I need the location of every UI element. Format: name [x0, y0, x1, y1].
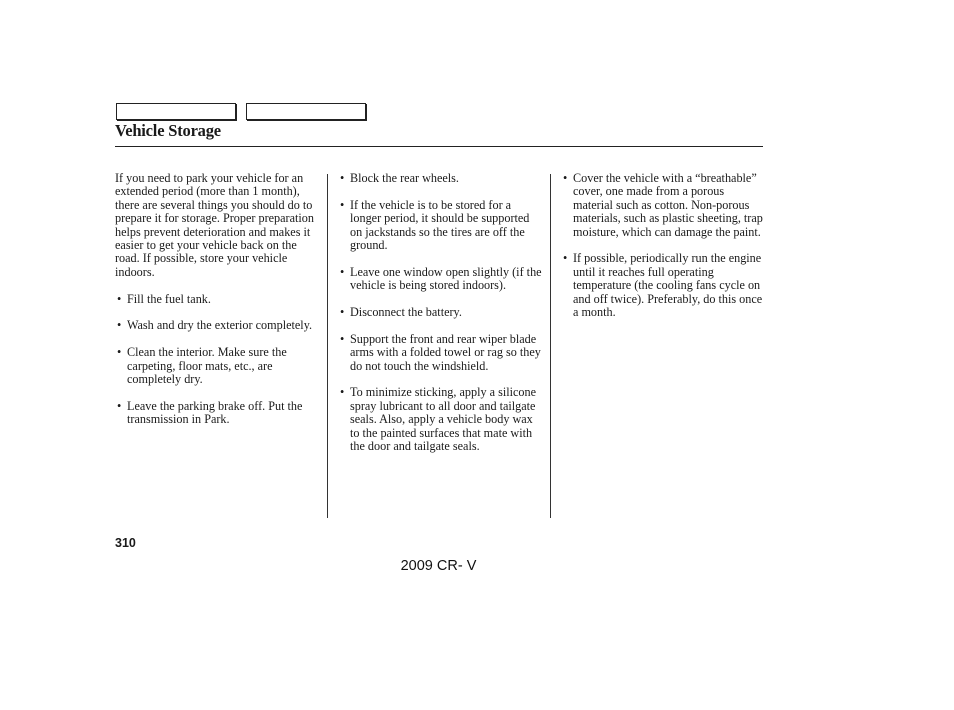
- nav-tab-box-1[interactable]: [116, 103, 236, 120]
- bullet-icon: •: [563, 251, 568, 266]
- list-item: • If possible, periodically run the engine until it reaches full operating temperature (the cooling fans cycle on and off twice). Preferably, do this once a month.: [563, 251, 763, 320]
- column-1: [115, 172, 320, 440]
- list-item: • Clean the interior. Make sure the carpeting, floor mats, etc., are completely dry.: [117, 345, 287, 387]
- bullet-icon: •: [340, 385, 345, 400]
- bullet-list-2: [338, 172, 543, 453]
- bullet-icon: •: [340, 171, 345, 185]
- bullet-icon: •: [340, 197, 345, 212]
- intro-paragraph: If you need to park your vehicle for an extended period (more than 1 month), there are several things you should do to prepare it for storage. Proper preparation helps prevent deterioration and makes it easier to get your vehicle back on the road. If possible, store your vehicle indoors.: [115, 171, 314, 279]
- list-item: • Disconnect the battery.: [340, 305, 462, 320]
- bullet-icon: •: [117, 345, 122, 360]
- list-item: • Leave the parking brake off. Put the transmission in Park.: [117, 398, 303, 427]
- list-item: • Block the rear wheels.: [340, 171, 459, 185]
- bullet-icon: •: [117, 318, 122, 333]
- list-item: • If the vehicle is to be stored for a longer period, it should be supported on jackstands so the tires are off the ground.: [340, 197, 530, 253]
- list-item: • Support the front and rear wiper blade arms with a folded towel or rag so they do not touch the windshield.: [340, 331, 541, 373]
- bullet-icon: •: [563, 171, 568, 185]
- bullet-icon: •: [117, 291, 122, 306]
- column-divider-1: [327, 174, 328, 518]
- list-item: • Wash and dry the exterior completely.: [117, 318, 313, 333]
- bullet-icon: •: [340, 305, 345, 320]
- title-divider: [115, 146, 763, 147]
- nav-tab-box-2[interactable]: [246, 103, 366, 120]
- column-2: [338, 172, 543, 467]
- bullet-icon: •: [340, 331, 345, 346]
- list-item: • To minimize sticking, apply a silicone spray lubricant to all door and tailgate seals. Also, apply a vehicle body wax to the painted surfaces that mate with the door and tailgate seals.: [340, 385, 536, 454]
- footer-model-label: 2009 CR- V: [400, 558, 477, 574]
- bullet-icon: •: [117, 398, 122, 413]
- bullet-icon: •: [340, 264, 345, 279]
- page-number: 310: [115, 536, 136, 550]
- bullet-list-3: [561, 172, 766, 319]
- column-3: [561, 172, 766, 333]
- list-item: • Leave one window open slightly (if the vehicle is being stored indoors).: [340, 264, 542, 293]
- bullet-list-1: [115, 293, 320, 427]
- list-item: • Fill the fuel tank.: [117, 291, 211, 306]
- page-title: Vehicle Storage: [115, 121, 221, 140]
- column-divider-2: [550, 174, 551, 518]
- list-item: • Cover the vehicle with a “breathable” cover, one made from a porous material such as cotton. Non-porous materials, such as plastic sheeting, trap moisture, which can damage the paint.: [563, 171, 763, 239]
